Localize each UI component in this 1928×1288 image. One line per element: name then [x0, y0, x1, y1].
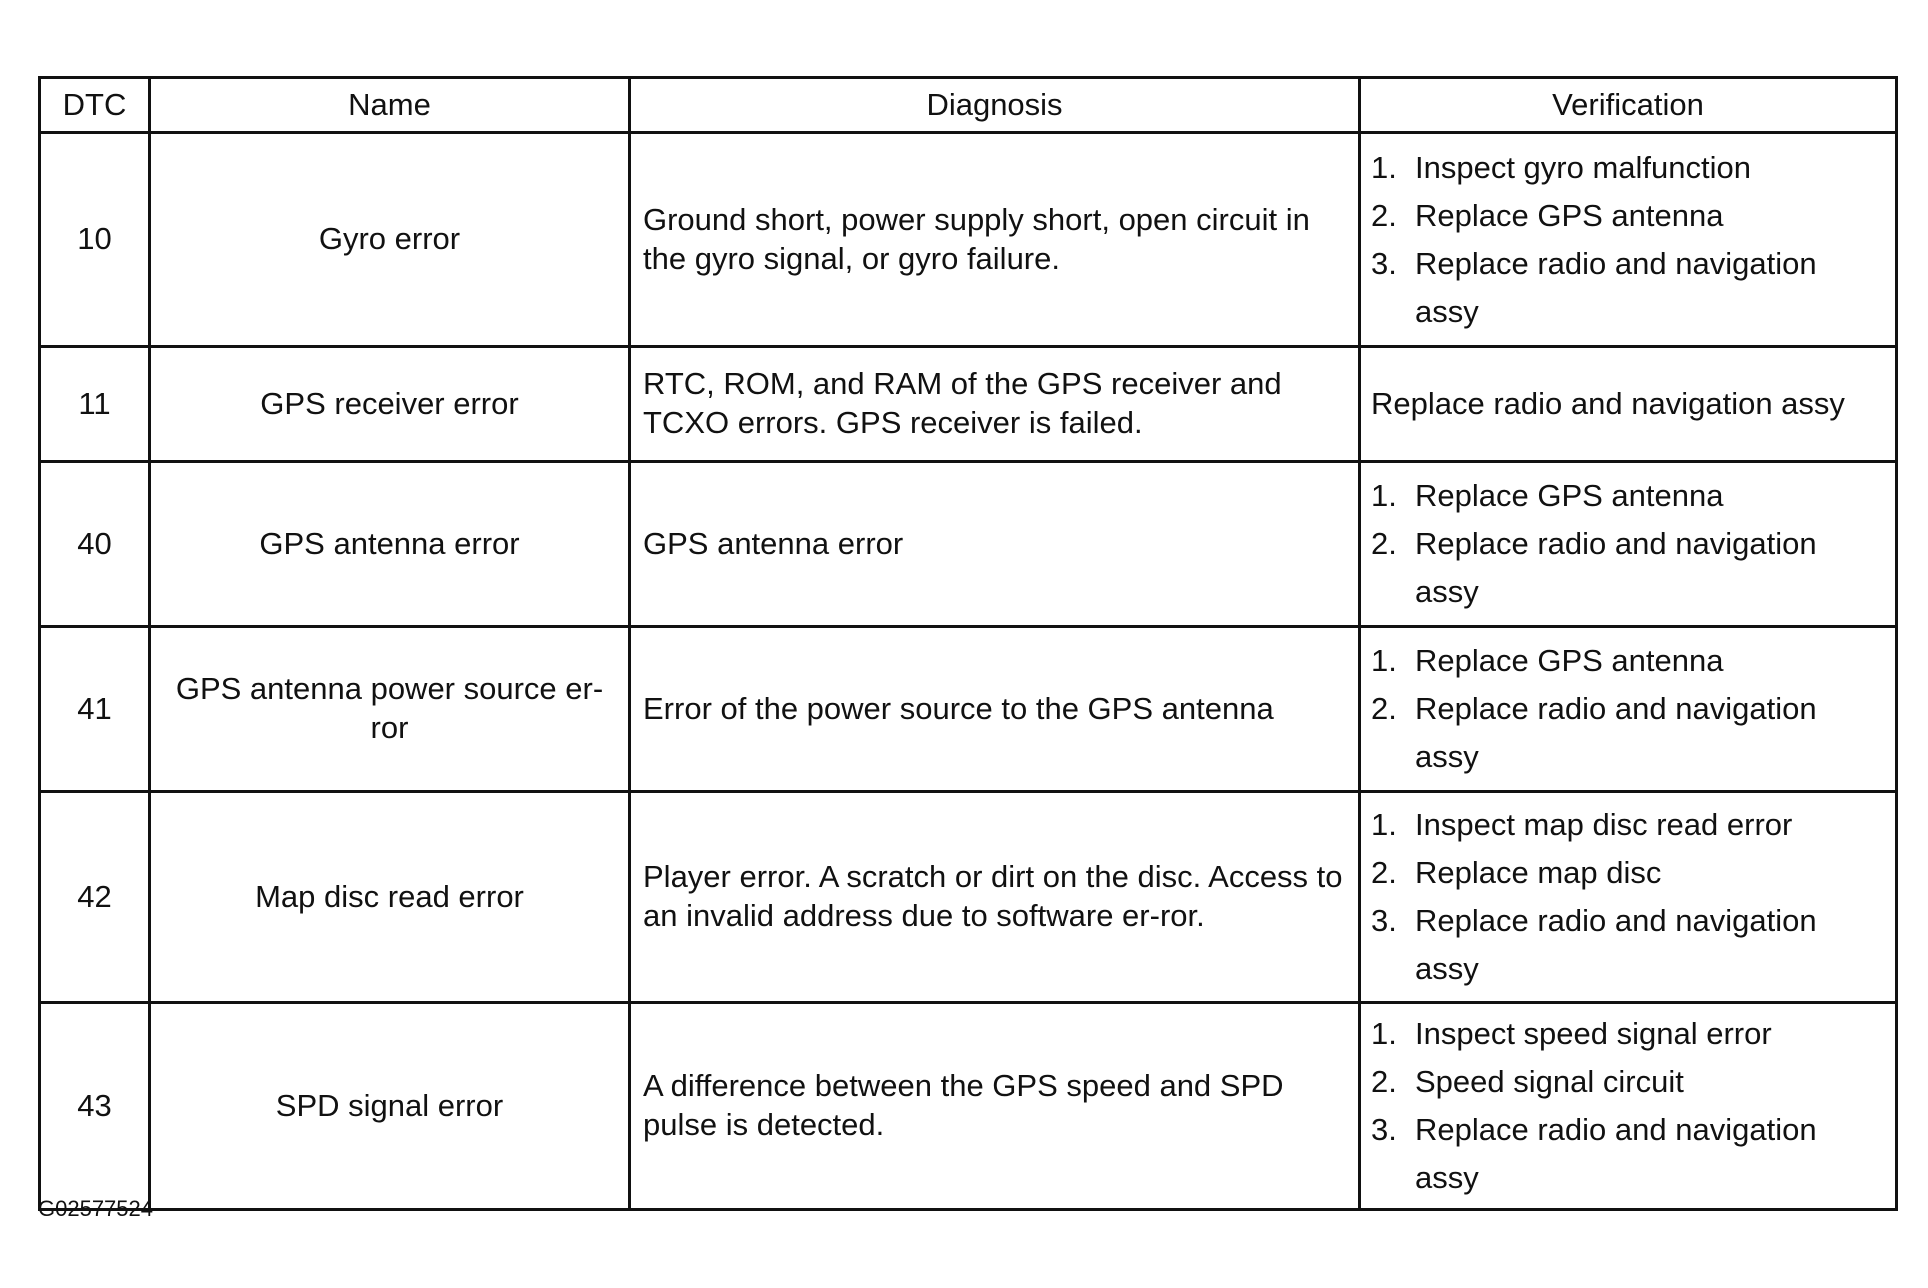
step-text: Replace GPS antenna — [1415, 643, 1724, 678]
step-number: 1. — [1371, 1016, 1397, 1051]
step-text: Replace GPS antenna — [1415, 197, 1724, 233]
table-row — [40, 133, 1897, 347]
dtc-verification — [1360, 462, 1897, 627]
dtc-code: 43 — [40, 1003, 150, 1210]
dtc-name: GPS antenna power source er-ror — [150, 627, 630, 792]
verification-step — [1371, 192, 1885, 240]
header-name: Name — [150, 78, 630, 133]
dtc-verification — [1360, 1003, 1897, 1210]
dtc-name: Map disc read error — [150, 792, 630, 1003]
step-text: Replace radio and navigation assy — [1415, 1112, 1817, 1195]
verification-step — [1371, 240, 1885, 336]
dtc-diagnosis: GPS antenna error — [630, 462, 1360, 627]
step-number: 2. — [1371, 526, 1397, 561]
step-text: Inspect map disc read error — [1415, 807, 1793, 842]
dtc-code: 42 — [40, 792, 150, 1003]
step-number: 3. — [1371, 1112, 1397, 1147]
table-header-row — [40, 78, 1897, 133]
step-number: 2. — [1371, 691, 1397, 726]
dtc-diagnosis: RTC, ROM, and RAM of the GPS receiver and TCXO errors. GPS receiver is failed. — [630, 347, 1360, 462]
verification-step — [1371, 897, 1885, 993]
verification-steps — [1371, 801, 1885, 993]
table-row — [40, 347, 1897, 462]
verification-steps — [1371, 472, 1885, 616]
dtc-name: Gyro error — [150, 133, 630, 347]
table-row — [40, 627, 1897, 792]
step-text: Inspect gyro malfunction — [1415, 149, 1752, 185]
dtc-code: 11 — [40, 347, 150, 462]
verification-step — [1371, 685, 1885, 781]
dtc-verification: Replace radio and navigation assy — [1360, 347, 1897, 462]
dtc-name: GPS antenna error — [150, 462, 630, 627]
dtc-code: 41 — [40, 627, 150, 792]
header-verification: Verification — [1360, 78, 1897, 133]
step-number: 1. — [1371, 149, 1397, 185]
step-number: 1. — [1371, 807, 1397, 842]
verification-steps — [1371, 1010, 1885, 1202]
header-diagnosis: Diagnosis — [630, 78, 1360, 133]
step-number: 3. — [1371, 903, 1397, 938]
verification-steps — [1371, 144, 1885, 336]
verification-step — [1371, 637, 1885, 685]
verification-steps — [1371, 637, 1885, 781]
step-number: 2. — [1371, 855, 1397, 890]
verification-step — [1371, 1058, 1885, 1106]
verification-step — [1371, 144, 1885, 192]
table-row — [40, 462, 1897, 627]
table-row — [40, 1003, 1897, 1210]
step-text: Replace radio and navigation assy — [1415, 903, 1817, 986]
step-number: 2. — [1371, 1064, 1397, 1099]
dtc-diagnosis: Error of the power source to the GPS antenna — [630, 627, 1360, 792]
verification-step — [1371, 1010, 1885, 1058]
verification-step — [1371, 520, 1885, 616]
dtc-verification — [1360, 133, 1897, 347]
step-text: Inspect speed signal error — [1415, 1016, 1772, 1051]
step-text: Replace map disc — [1415, 855, 1662, 890]
dtc-table — [38, 76, 1898, 1211]
verification-step — [1371, 472, 1885, 520]
dtc-name: SPD signal error — [150, 1003, 630, 1210]
verification-step — [1371, 801, 1885, 849]
dtc-name: GPS receiver error — [150, 347, 630, 462]
step-text: Replace radio and navigation assy — [1415, 526, 1817, 609]
dtc-code: 10 — [40, 133, 150, 347]
dtc-verification — [1360, 792, 1897, 1003]
verification-step — [1371, 849, 1885, 897]
table-row — [40, 792, 1897, 1003]
dtc-code: 40 — [40, 462, 150, 627]
step-text: Replace radio and navigation assy — [1415, 245, 1817, 329]
step-number: 2. — [1371, 197, 1397, 233]
step-number: 1. — [1371, 478, 1397, 513]
figure-id: G02577524 — [38, 1196, 153, 1221]
step-text: Speed signal circuit — [1415, 1064, 1684, 1099]
step-number: 1. — [1371, 643, 1397, 678]
header-dtc: DTC — [40, 78, 150, 133]
dtc-diagnosis: A difference between the GPS speed and SPD pulse is detected. — [630, 1003, 1360, 1210]
dtc-verification — [1360, 627, 1897, 792]
verification-step — [1371, 1106, 1885, 1202]
step-text: Replace radio and navigation assy — [1415, 691, 1817, 774]
step-number: 3. — [1371, 245, 1397, 281]
dtc-diagnosis: Player error. A scratch or dirt on the disc. Access to an invalid address due to software er-ror. — [630, 792, 1360, 1003]
dtc-diagnosis: Ground short, power supply short, open circuit in the gyro signal, or gyro failure. — [630, 133, 1360, 347]
step-text: Replace GPS antenna — [1415, 478, 1724, 513]
